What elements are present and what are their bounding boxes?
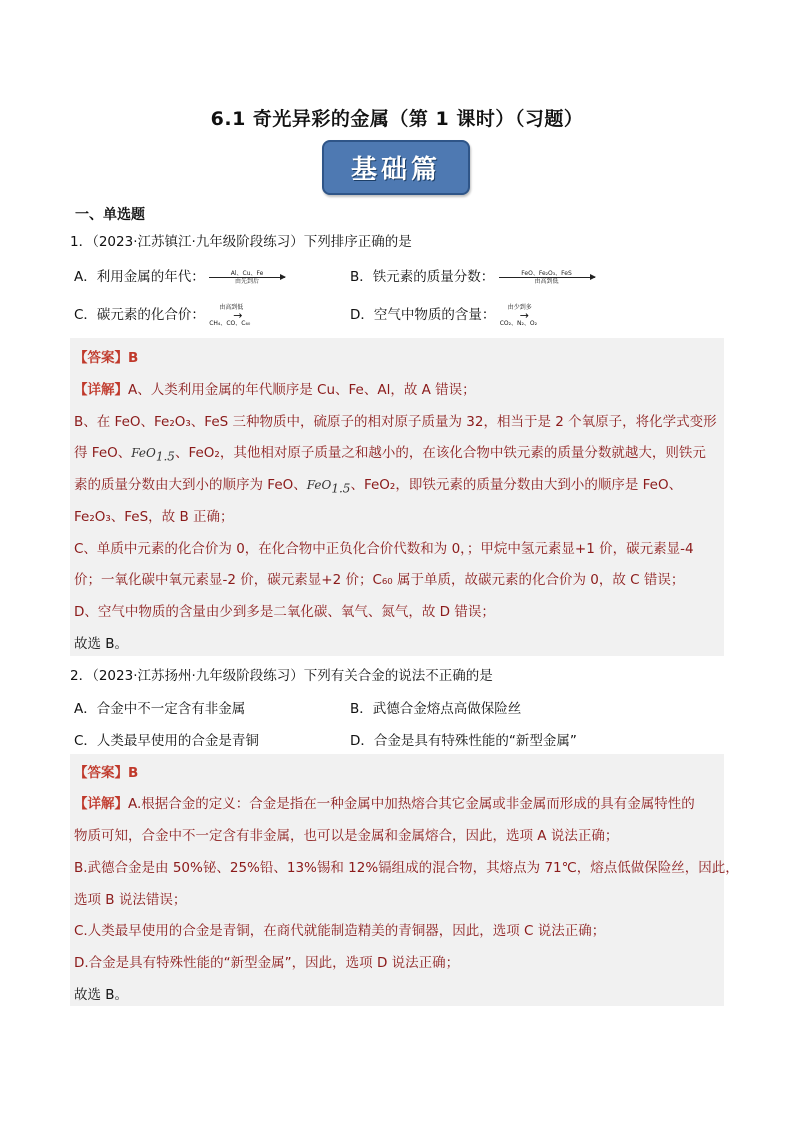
question-2-stem: 2．（2023·江苏扬州·九年级阶段练习）下列有关合金的说法不正确的是 <box>70 668 493 684</box>
q1-a-arrow-bottom: 由先到后 <box>235 277 260 285</box>
section-heading: 一、单选题 <box>75 207 145 223</box>
q2-detail-line-4: 选项 B 说法错误； <box>74 892 187 908</box>
q2-detail-line-6: D.合金是具有特殊性能的“新型金属”，因此，选项 D 说法正确； <box>74 955 460 971</box>
q1-option-b-arrow <box>499 270 595 285</box>
q2-detail-text-1: A.根据合金的定义：合金是指在一种金属中加热熔合其它金属或非金属而形成的具有金属特性的 <box>128 796 695 812</box>
q1-detail-line-7: 价；一氧化碳中氧元素显-2 价，碳元素显+2 价；C₆₀ 属于单质，故碳元素的化合价为 0，故 C 错误； <box>74 572 685 588</box>
q1-detail-line-9: 故选 B。 <box>74 636 129 652</box>
q1-detail-text-4d: 、FeO₂，即铁元素的质量分数由大到小的顺序是 FeO、 <box>350 477 683 493</box>
q1-detail-line-4 <box>74 473 682 496</box>
q1-formula-feo: FeO <box>131 446 156 460</box>
question-1-stem: 1．（2023·江苏镇江·九年级阶段练习）下列排序正确的是 <box>70 234 412 250</box>
q1-option-c <box>74 303 250 327</box>
arrow-right-icon: → <box>519 308 529 322</box>
q1-option-b-text: B．铁元素的质量分数： <box>350 269 495 285</box>
q2-detail-line-5: C.人类最早使用的合金是青铜，在商代就能制造精美的青铜器，因此，选项 C 说法正确； <box>74 923 606 939</box>
q1-detail-line-6: C、单质中元素的化合价为 0，在化合物中正负化合价代数和为 0，；甲烷中氢元素显+1 价，碳元素显-4 <box>74 541 694 557</box>
q1-option-c-formula <box>209 304 250 327</box>
q1-option-d-formula <box>500 304 537 327</box>
q2-option-a: A．合金中不一定含有非金属 <box>74 701 246 717</box>
q1-option-a <box>74 265 285 285</box>
q2-detail-line-2: 物质可知，合金中不一定含有非金属，也可以是金属和金属熔合，因此，选项 A 说法正确； <box>74 828 619 844</box>
q2-option-d: D．合金是具有特殊性能的“新型金属” <box>350 733 577 749</box>
answer-tag: 【答案】B <box>74 765 139 781</box>
q1-b-arrow-top: FeO、Fe₂O₃、FeS <box>521 269 572 277</box>
q1-option-d <box>350 303 537 327</box>
q1-detail-line-5: Fe₂O₃、FeS，故 B 正确； <box>74 509 234 525</box>
q1-b-arrow-bottom: 由高到低 <box>534 277 559 285</box>
q1-formula-feo: FeO <box>306 478 332 492</box>
arrow-right-icon <box>499 277 595 278</box>
q2-option-c: C．人类最早使用的合金是青铜 <box>74 733 259 749</box>
badge-label: 基础篇 <box>350 155 441 185</box>
q1-detail-text-3a: 得 FeO、 <box>74 445 132 461</box>
q1-detail-line-3 <box>74 441 706 464</box>
q2-detail-line-3: B.武德合金是由 50%铋、25%铅、13%锡和 12%镉组成的混合物，其熔点为 71℃，熔点低做保险丝，因此， <box>74 860 739 876</box>
q1-c-species: CH₄、CO、C₆₀ <box>209 319 251 327</box>
q1-option-c-text: C．碳元素的化合价： <box>74 307 205 323</box>
q2-detail-line-7: 故选 B。 <box>74 987 129 1003</box>
q1-detail-text-3d: 、FeO₂，其他相对原子质量之和越小的，在该化合物中铁元素的质量分数就越大，则铁元 <box>174 445 706 461</box>
q1-formula-subscript: 1.5 <box>155 449 175 464</box>
q1-formula-subscript: 1.5 <box>331 481 351 496</box>
arrow-right-icon: → <box>233 308 243 322</box>
q1-detail-line-2: B、在 FeO、Fe₂O₃、FeS 三种物质中，硫原子的相对原子质量为 32，相当于是 2 个氧原子，将化学式变形 <box>74 414 717 430</box>
q1-detail-line-8: D、空气中物质的含量由少到多是二氧化碳、氧气、氮气，故 D 错误； <box>74 604 495 620</box>
q1-d-order: 由少到多 <box>507 303 532 311</box>
q1-detail-text-1: A、人类利用金属的年代顺序是 Cu、Fe、Al，故 A 错误； <box>128 382 476 398</box>
q2-option-b: B．武德合金熔点高做保险丝 <box>350 701 522 717</box>
q1-option-b <box>350 265 595 285</box>
detail-tag: 【详解】 <box>74 382 128 398</box>
page-title: 6.1 奇光异彩的金属（第 1 课时）（习题） <box>210 108 584 130</box>
q1-option-d-text: D．空气中物质的含量： <box>350 307 496 323</box>
q1-d-species: CO₂、N₂、O₂ <box>499 319 538 327</box>
q2-detail-line-1 <box>74 792 695 812</box>
q1-option-a-arrow <box>209 270 285 285</box>
q2-answer <box>74 761 138 781</box>
q1-a-arrow-top: Al、Cu、Fe <box>230 269 264 277</box>
q1-detail-line-1 <box>74 378 476 398</box>
arrow-right-icon <box>209 277 285 278</box>
q1-c-order: 由高到低 <box>219 303 244 311</box>
q1-detail-text-4a: 素的质量分数由大到小的顺序为 FeO、 <box>74 477 307 493</box>
level-badge <box>322 140 470 195</box>
answer-tag: 【答案】B <box>74 350 139 366</box>
q1-option-a-text: A．利用金属的年代： <box>74 269 205 285</box>
q1-answer <box>74 346 138 366</box>
detail-tag: 【详解】 <box>74 796 128 812</box>
